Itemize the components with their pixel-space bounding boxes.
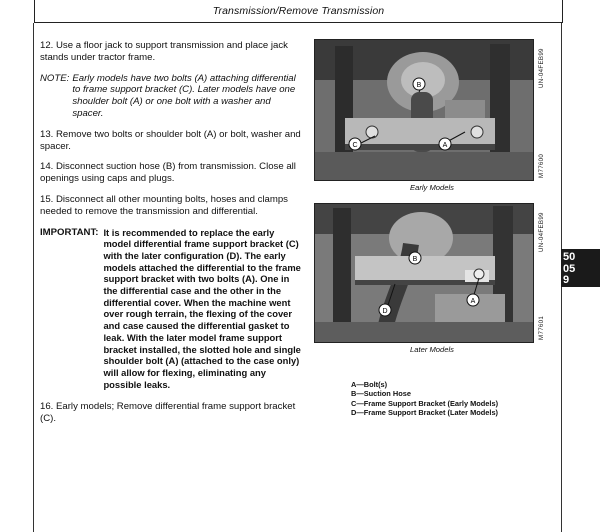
later-models-illustration: [315, 204, 533, 342]
early-callout-a: A: [442, 142, 448, 149]
early-callout-c: C: [352, 142, 358, 149]
section-tab-line-3: 9: [563, 274, 570, 286]
figure-legend: [351, 380, 498, 418]
important-block: [40, 227, 302, 391]
early-models-illustration: [315, 40, 533, 180]
later-callout-a: A: [470, 298, 476, 305]
step-14: 14. Disconnect suction hose (B) from transmission. Close all openings using caps and plugs.: [40, 161, 296, 185]
later-callout-b: B: [412, 256, 418, 263]
early-callout-b: B: [416, 82, 422, 89]
section-tab-line-1: 50: [563, 251, 576, 263]
important-text: It is recommended to replace the early model differential frame support bracket (C) with the later configuration (D). The early models attached the differential to the frame support bracket with two bolts (A). One in the differential case and the other in the differential cover. When the machine went over rough terrain, the flexing of the cover and case caused the differential gasket to leak. With the later model frame support bracket installed, the slotted hole and single shoulder bolt (A) (attached to the case only) will allow for flexing, eliminating any possible leaks.: [103, 226, 301, 390]
legend-item-later-bracket: D—Frame Support Bracket (Later Models): [351, 408, 499, 418]
step-13: 13. Remove two bolts or shoulder bolt (A) or bolt, washer and spacer.: [40, 128, 301, 152]
early-models-caption: Early Models: [410, 183, 454, 192]
early-photo-code-bottom: M77600: [538, 153, 545, 178]
note-label: NOTE:: [40, 72, 70, 84]
left-border-rule: [33, 23, 34, 532]
later-models-caption: Later Models: [410, 345, 454, 354]
step-12: 12. Use a floor jack to support transmission and place jack stands under tractor frame.: [40, 40, 288, 63]
early-models-photo: [314, 39, 534, 181]
note-block: [40, 73, 302, 120]
important-label: IMPORTANT:: [40, 226, 99, 238]
page-header: [34, 0, 563, 23]
section-tab-line-2: 05: [563, 262, 576, 275]
page-title: Transmission/Remove Transmission: [212, 5, 385, 17]
note-text: Early models have two bolts (A) attaching differential to frame support bracket (C). Later models have one shoulder bolt (A) or one bolt with a washer and spacer.: [72, 72, 296, 119]
procedure-steps: [40, 40, 302, 434]
later-photo-code-bottom: M77601: [538, 315, 545, 340]
early-photo-code-top: UN-04FEB99: [538, 48, 545, 88]
legend-item-early-bracket: C—Frame Support Bracket (Early Models): [351, 398, 499, 408]
step-16: 16. Early models; Remove differential frame support bracket (C).: [40, 401, 296, 425]
legend-item-bolts: A—Bolt(s): [351, 380, 388, 389]
legend-item-suction-hose: B—Suction Hose: [351, 389, 411, 399]
section-tab: [561, 249, 600, 287]
step-15: 15. Disconnect all other mounting bolts, hoses and clamps needed to remove the transmission and differential.: [40, 193, 288, 217]
later-models-photo: [314, 203, 534, 343]
later-callout-d: D: [382, 308, 388, 315]
later-photo-code-top: UN-04FEB99: [538, 212, 545, 252]
